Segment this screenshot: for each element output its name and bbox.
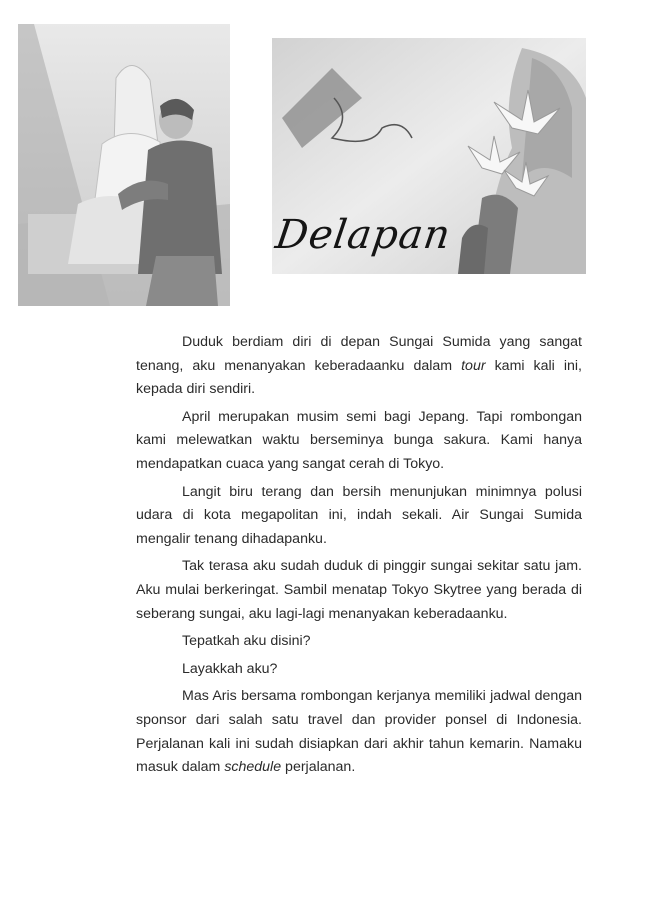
italic-term-schedule: schedule [224,759,282,776]
paragraph-5: Tepatkah aku disini? [182,633,311,650]
paragraph-3: Langit biru terang dan bersih menunjukan minimnya polusi udara di kota megapolitan ini, indah sekali. Air Sungai Sumida mengalir tenang dihadapanku. [136,483,582,547]
couple-illustration [18,24,230,306]
paragraph-4: Tak terasa aku sudah duduk di pinggir sungai sekitar satu jam. Aku mulai berkeringat. Sambil menatap Tokyo Skytree yang berada di seberang sungai, aku lagi-lagi menanyakan keberadaanku. [136,558,582,622]
paragraph-1: Duduk berdiam diri di depan Sungai Sumida yang sangat tenang, aku menanyakan keberadaanku dalam tour kami kali ini, kepada diri sendiri. [136,334,582,398]
chapter-body [136,331,582,781]
chapter-title: Delapan [272,212,454,258]
italic-term-tour: tour [461,357,486,374]
paragraph-7: Mas Aris bersama rombongan kerjanya memiliki jadwal dengan sponsor dari salah satu travel dan provider ponsel di Indonesia. Perjalanan kali ini sudah disiapkan dari akhir tahun kemarin. Namaku masuk dalam schedule perjalanan. [136,688,582,776]
paragraph-6: Layakkah aku? [182,660,278,677]
paragraph-2: April merupakan musim semi bagi Jepang. Tapi rombongan kami melewatkan waktu berseminya bunga sakura. Kami hanya mendapatkan cuaca yang sangat cerah di Tokyo. [136,408,582,472]
